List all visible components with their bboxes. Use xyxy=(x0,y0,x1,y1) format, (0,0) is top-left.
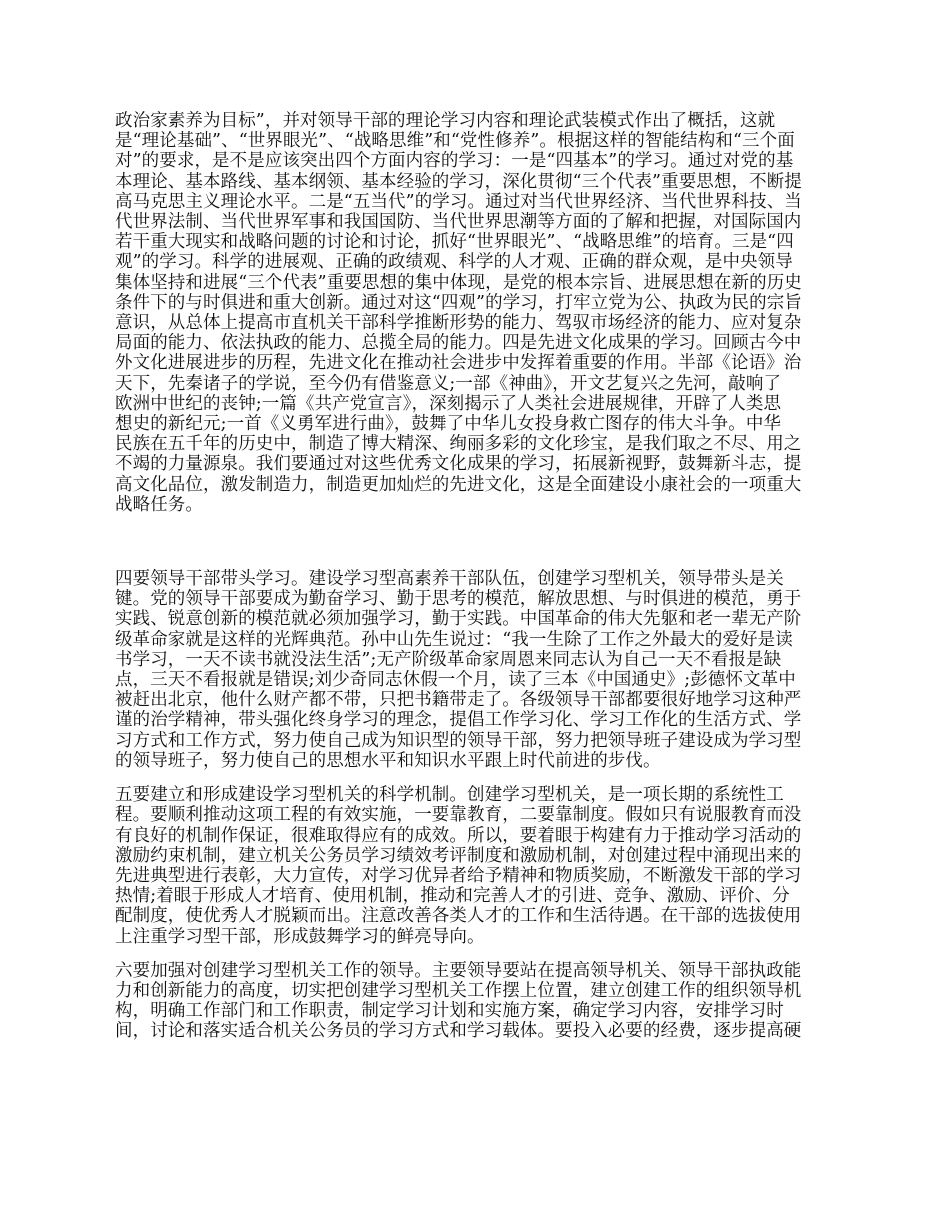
paragraph-scientific-mechanism: 五要建立和形成建设学习型机关的科学机制。创建学习型机关，是一项长期的系统性工 程。要顺利推动这项工程的有效实施，一要靠教育，二要靠制度。假如只有说服教育而没 有良好的机制作保证，很难取得应有的成效。所以，要着眼于构建有力于推动学习活动的 激励约束机制，建立机关公务员学习绩效考评制度和激励机制，对创建过程中涌现出来的 先进典型进行表彰，大力宣传，对学习优异者给予精神和物质奖励，不断激发干部的学习 热情;着眼于形成人才培育、使用机制，推动和完善人才的引进、竞争、激励、评价、分 配制度，使优秀人才脱颖而出。注意改善各类人才的工作和生活待遇。在干部的选拔使用 上注重学习型干部，形成鼓舞学习的鲜亮导向。 xyxy=(115,785,802,947)
document-body xyxy=(115,111,845,1042)
paragraph-leaders-take-lead: 四要领导干部带头学习。建设学习型高素养干部队伍，创建学习型机关，领导带头是关 键。党的领导干部要成为勤奋学习、勤于思考的模范，解放思想、与时俱进的模范，勇于 实践、锐意创新的模范就必须加强学习，勤于实践。中国革命的伟大先躯和老一辈无产阶 级革命家就是这样的光辉典范。孙中山先生说过：“我一生除了工作之外最大的爱好是读 书学习，一天不读书就没法生活”;无产阶级革命家周恩来同志认为自己一天不看报是缺 点，三天不看报就是错误;刘少奇同志休假一个月，读了三本《中国通史》;彭德怀文革中 被赶出北京，他什么财产都不带，只把书籍带走了。各级领导干部都要很好地学习这种严 谨的治学精神，带头强化终身学习的理念，提倡工作学习化、学习工作化的生活方式、学 习方式和工作方式，努力使自己成为知识型的领导干部，努力把领导班子建设成为学习型 的领导班子，努力使自己的思想水平和知识水平跟上时代前进的步伐。 xyxy=(115,569,802,771)
paragraph-spacer xyxy=(115,771,845,785)
paragraph-spacer xyxy=(115,515,845,569)
paragraph-learning-content: 政治家素养为目标”，并对领导干部的理论学习内容和理论武装模式作出了概括，这就 是“理论基础”、“世界眼光”、“战略思维”和“党性修养”。根据这样的智能结构和“三个面 对”的要求，是不是应该突出四个方面内容的学习：一是“四基本”的学习。通过对党的基 本理论、基本路线、基本纲领、基本经验的学习，深化贯彻“三个代表”重要思想，不断提 高马克思主义理论水平。二是“五当代”的学习。通过对当代世界经济、当代世界科技、当 代世界法制、当代世界军事和我国国防、当代世界思潮等方面的了解和把握，对国际国内 若干重大现实和战略问题的讨论和讨论，抓好“世界眼光”、“战略思维”的培育。三是“四 观”的学习。科学的进展观、正确的政绩观、科学的人才观、正确的群众观，是中央领导 集体坚持和进展“三个代表”重要思想的集中体现，是党的根本宗旨、进展思想在新的历史 条件下的与时俱进和重大创新。通过对这“四观”的学习，打牢立党为公、执政为民的宗旨 意识，从总体上提高市直机关干部科学推断形势的能力、驾驭市场经济的能力、应对复杂 局面的能力、依法执政的能力、总揽全局的能力。四是先进文化成果的学习。回顾古今中 外文化进展进步的历程，先进文化在推动社会进步中发挥着重要的作用。半部《论语》治 天下，先秦诸子的学说，至今仍有借鉴意义;一部《神曲》，开文艺复兴之先河，敲响了 欧洲中世纪的丧钟;一篇《共产党宣言》，深刻揭示了人类社会进展规律，开辟了人类思 想史的新纪元;一首《义勇军进行曲》，鼓舞了中华儿女投身救亡图存的伟大斗争。中华 民族在五千年的历史中，制造了博大精深、绚丽多彩的文化珍宝，是我们取之不尽、用之 不竭的力量源泉。我们要通过对这些优秀文化成果的学习，拓展新视野，鼓舞新斗志，提 高文化品位，激发制造力，制造更加灿烂的先进文化，这是全面建设小康社会的一项重大 战略任务。 xyxy=(115,111,802,515)
paragraph-spacer xyxy=(115,947,845,961)
paragraph-strengthen-leadership: 六要加强对创建学习型机关工作的领导。主要领导要站在提高领导机关、领导干部执政能 力和创新能力的高度，切实把创建学习型机关工作摆上位置，建立创建工作的组织领导机 构，明确工作部门和工作职责，制定学习计划和实施方案，确定学习内容，安排学习时 间，讨论和落实适合机关公务员的学习方式和学习载体。要投入必要的经费，逐步提高硬 xyxy=(115,960,802,1042)
